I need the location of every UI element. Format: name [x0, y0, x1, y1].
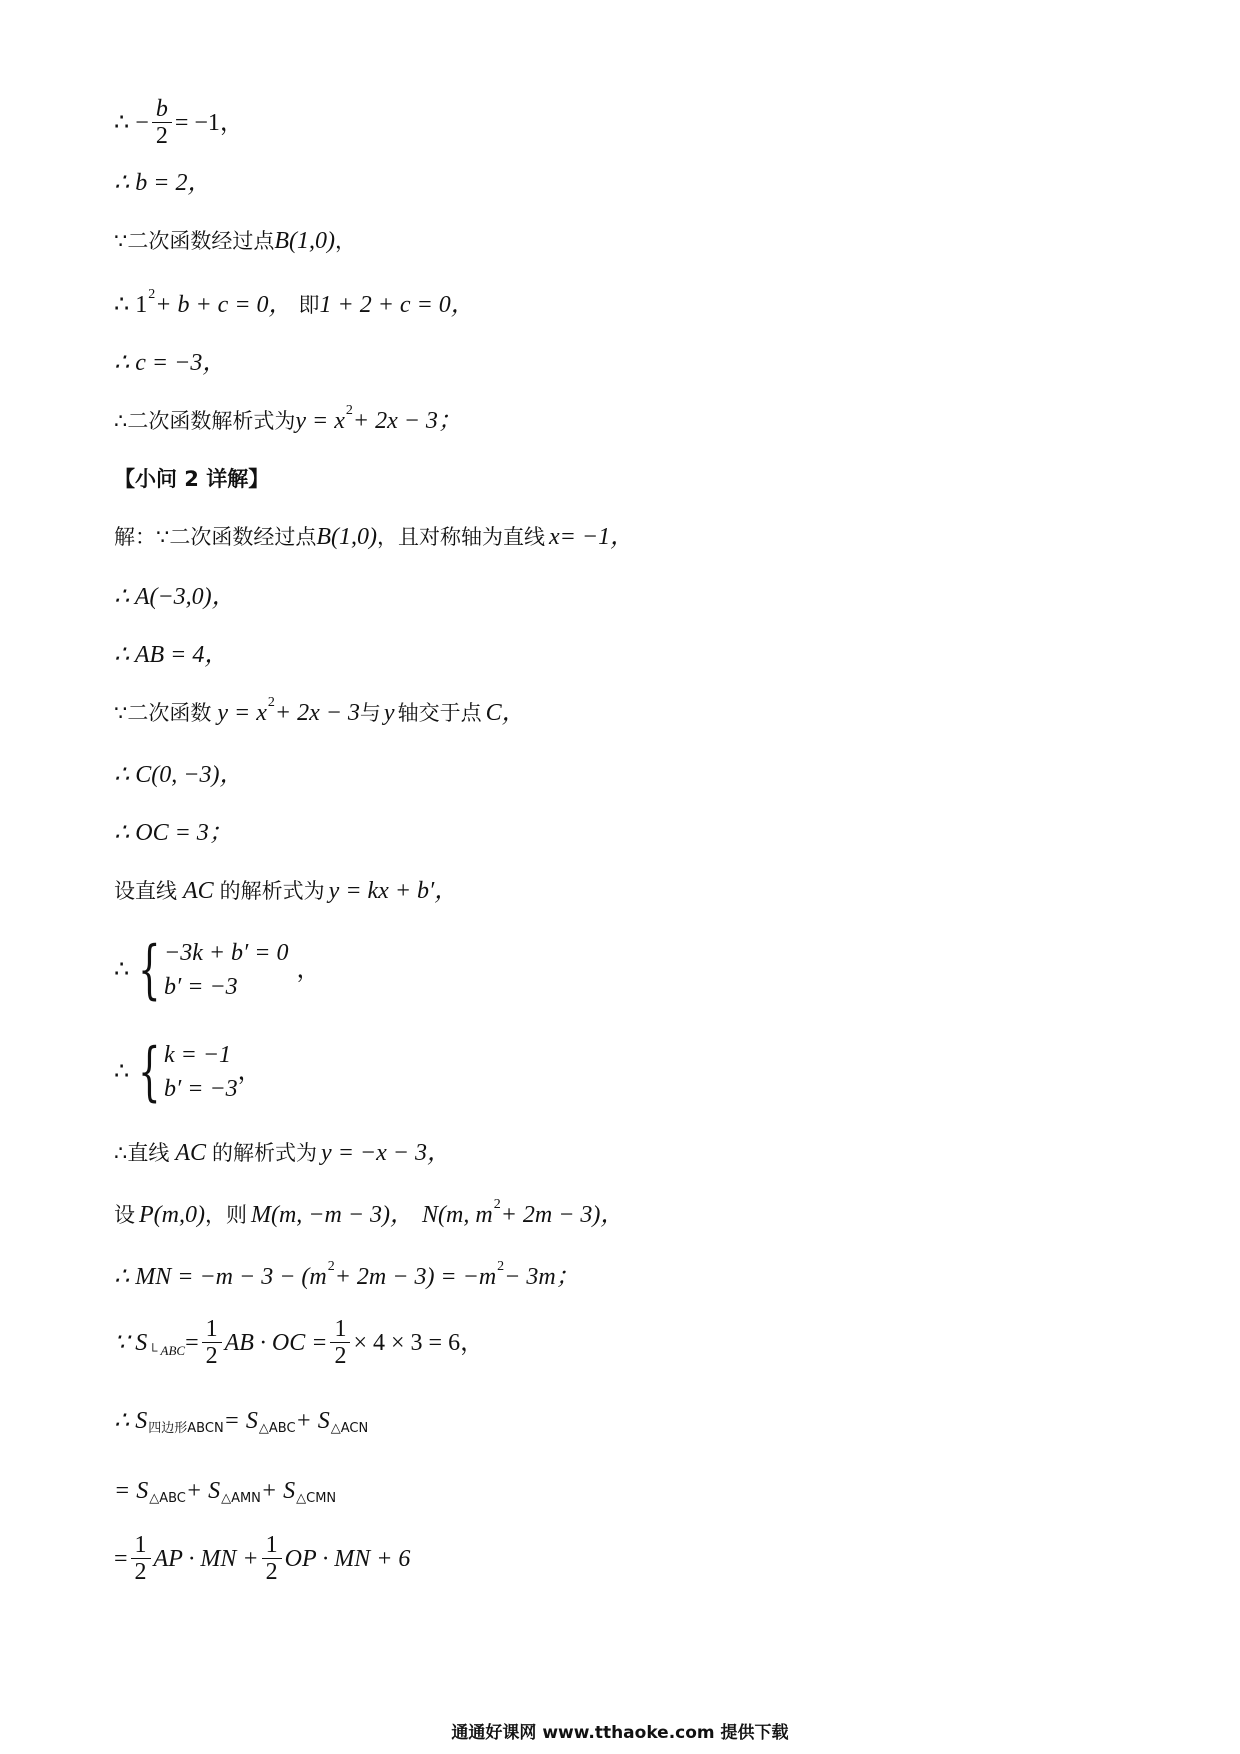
- line-11: ∴ C(0, −3)，: [114, 762, 244, 788]
- brace-icon: {: [138, 1035, 161, 1109]
- line-12: ∴ OC = 3；: [114, 820, 233, 846]
- line-8: ∴ A(−3,0)，: [114, 584, 236, 610]
- line-14: ∴直线 AC 的解析式为 y = −x − 3，: [114, 1140, 451, 1166]
- line-20: = $\frac{1}{2}$ AP · MN + $\frac{1}{2}$ OP · MN + 6: [114, 1532, 411, 1585]
- fraction: $\frac{1}{2}$: [330, 1316, 350, 1369]
- fraction: $\frac{1}{2}$: [202, 1316, 222, 1369]
- line-7: 解：∵二次函数经过点 B(1,0) ，且对称轴为直线 x= −1，: [114, 524, 635, 550]
- equation-system-2: ∴ { k = −1 b′ = −3 ，: [114, 1035, 262, 1109]
- line-15: 设 P(m,0) ，则 M(m, −m − 3)， N(m, m 2 + 2m − 3)，: [114, 1197, 625, 1228]
- fraction: $\frac{1}{2}$: [131, 1532, 151, 1585]
- line-6: ∴二次函数解析式为 y = x 2 + 2x − 3；: [114, 403, 462, 434]
- line-16: ∴ MN = −m − 3 − (m 2 + 2m − 3) = −m 2 − 3m；: [114, 1259, 580, 1290]
- fraction: $\frac{b}{2}$: [152, 96, 172, 149]
- fraction: $\frac{1}{2}$: [262, 1532, 282, 1585]
- line-18: ∴ S 四边形ABCN = S △ABC + S △ACN: [114, 1408, 369, 1436]
- line-3: ∵二次函数经过点 B(1,0) ，: [114, 228, 357, 254]
- line-2: ∴ b = 2，: [114, 170, 212, 196]
- page-footer: 通通好课网 www.tthaoke.com 提供下载: [451, 1723, 789, 1743]
- line-9: ∴ AB = 4，: [114, 642, 229, 668]
- line-10: ∵二次函数 y = x 2 + 2x − 3 与 y 轴交于点 C，: [114, 695, 526, 726]
- line-17: ∵ S └ ABC = $\frac{1}{2}$ AB · OC = $\frac{1}{2}$ × 4 × 3 = 6，: [114, 1316, 485, 1369]
- line-13: 设直线 AC 的解析式为 y = kx + b′，: [114, 878, 459, 904]
- brace-icon: {: [138, 933, 161, 1007]
- line-1: ∴ − $\frac{b}{2}$ = −1，: [114, 96, 244, 149]
- line-4: ∴ 1 2 + b + c = 0， 即 1 + 2 + c = 0，: [114, 287, 475, 318]
- section-heading: 【小问 2 详解】: [114, 467, 270, 491]
- equation-system-1: ∴ { −3k + b′ = 0 b′ = −3 ，: [114, 933, 321, 1007]
- line-5: ∴ c = −3，: [114, 350, 227, 376]
- line-19: = S △ABC + S △AMN + S △CMN: [114, 1478, 337, 1506]
